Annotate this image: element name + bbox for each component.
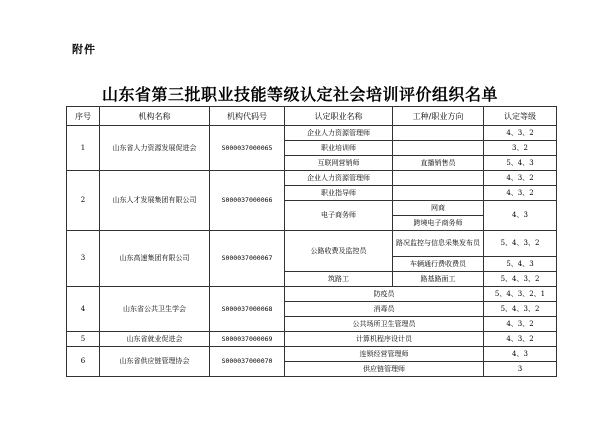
cell-occupation: 互联网营销师 bbox=[285, 156, 393, 171]
header-occupation: 认定职业名称 bbox=[285, 107, 393, 126]
table-row bbox=[67, 171, 557, 186]
cell-org-name: 山东高速集团有限公司 bbox=[100, 231, 210, 287]
cell-occupation: 消毒员 bbox=[285, 302, 484, 317]
cell-no: 6 bbox=[67, 347, 100, 377]
cell-org-code: S000037000069 bbox=[210, 332, 285, 347]
cell-direction: 路基路面工 bbox=[393, 272, 484, 287]
cell-level: 4、3、2 bbox=[484, 332, 557, 347]
cell-no: 5 bbox=[67, 332, 100, 347]
cell-level: 5、4、3、2 bbox=[484, 272, 557, 287]
cell-org-code: S000037000067 bbox=[210, 231, 285, 287]
cell-level: 3、2 bbox=[484, 141, 557, 156]
cell-occupation: 电子商务师 bbox=[285, 201, 393, 231]
cell-occupation: 计算机程序设计员 bbox=[285, 332, 484, 347]
cell-level: 5、4、3、2、1 bbox=[484, 287, 557, 302]
cell-org-code: S000037000066 bbox=[210, 171, 285, 231]
cell-level: 4、3 bbox=[484, 201, 557, 231]
cell-org-name: 山东人才发展集团有限公司 bbox=[100, 171, 210, 231]
cell-no: 4 bbox=[67, 287, 100, 332]
cell-level: 4、3、2 bbox=[484, 186, 557, 201]
attachment-label: 附件 bbox=[72, 43, 96, 56]
cell-occupation: 防疫员 bbox=[285, 287, 484, 302]
table-row bbox=[67, 231, 557, 257]
cell-level: 5、4、3、2 bbox=[484, 302, 557, 317]
table-row bbox=[67, 332, 557, 347]
cell-level: 5、4、3、2 bbox=[484, 231, 557, 257]
cell-occupation: 供应链管理师 bbox=[285, 362, 484, 377]
cell-occupation: 公路收费及监控员 bbox=[285, 231, 393, 272]
cell-level: 4、3、2 bbox=[484, 171, 557, 186]
cell-direction: 车辆通行费收费员 bbox=[393, 257, 484, 272]
table-row bbox=[67, 126, 557, 141]
cell-direction: 路况监控与信息采集发布员 bbox=[393, 231, 484, 257]
cell-level: 5、4、3 bbox=[484, 257, 557, 272]
cell-org-code: S000037000065 bbox=[210, 126, 285, 171]
header-org-name: 机构名称 bbox=[100, 107, 210, 126]
cell-org-name: 山东省人力资源发展促进会 bbox=[100, 126, 210, 171]
table-row bbox=[67, 287, 557, 302]
table-header-row bbox=[67, 107, 557, 126]
cell-occupation: 筑路工 bbox=[285, 272, 393, 287]
cell-level: 3 bbox=[484, 362, 557, 377]
cell-no: 1 bbox=[67, 126, 100, 171]
cell-direction: 直播销售员 bbox=[393, 156, 484, 171]
table-row bbox=[67, 347, 557, 362]
cell-level: 5、4、3 bbox=[484, 156, 557, 171]
header-direction: 工种/职业方向 bbox=[393, 107, 484, 126]
cell-direction: 跨境电子商务师 bbox=[393, 216, 484, 231]
cell-occupation: 连锁经营管理师 bbox=[285, 347, 484, 362]
cell-org-code: S000037000068 bbox=[210, 287, 285, 332]
header-org-code: 机构代码号 bbox=[210, 107, 285, 126]
organization-table bbox=[66, 106, 557, 377]
cell-occupation: 企业人力资源管理师 bbox=[285, 171, 393, 186]
cell-level: 4、3 bbox=[484, 347, 557, 362]
cell-occupation: 企业人力资源管理师 bbox=[285, 126, 393, 141]
cell-level: 4、3、2 bbox=[484, 317, 557, 332]
cell-occupation: 职业指导师 bbox=[285, 186, 393, 201]
cell-occupation: 公共场所卫生管理员 bbox=[285, 317, 484, 332]
cell-direction bbox=[393, 186, 484, 201]
page-title: 山东省第三批职业技能等级认定社会培训评价组织名单 bbox=[101, 85, 498, 104]
cell-no: 2 bbox=[67, 171, 100, 231]
cell-direction: 网商 bbox=[393, 201, 484, 216]
cell-direction bbox=[393, 171, 484, 186]
cell-org-code: S000037000070 bbox=[210, 347, 285, 377]
cell-level: 4、3、2 bbox=[484, 126, 557, 141]
header-no: 序号 bbox=[67, 107, 100, 126]
cell-org-name: 山东省供应链管理协会 bbox=[100, 347, 210, 377]
cell-direction bbox=[393, 126, 484, 141]
cell-no: 3 bbox=[67, 231, 100, 287]
cell-direction bbox=[393, 141, 484, 156]
cell-occupation: 职业培训师 bbox=[285, 141, 393, 156]
cell-org-name: 山东省就业促进会 bbox=[100, 332, 210, 347]
header-level: 认定等级 bbox=[484, 107, 557, 126]
cell-org-name: 山东省公共卫生学会 bbox=[100, 287, 210, 332]
